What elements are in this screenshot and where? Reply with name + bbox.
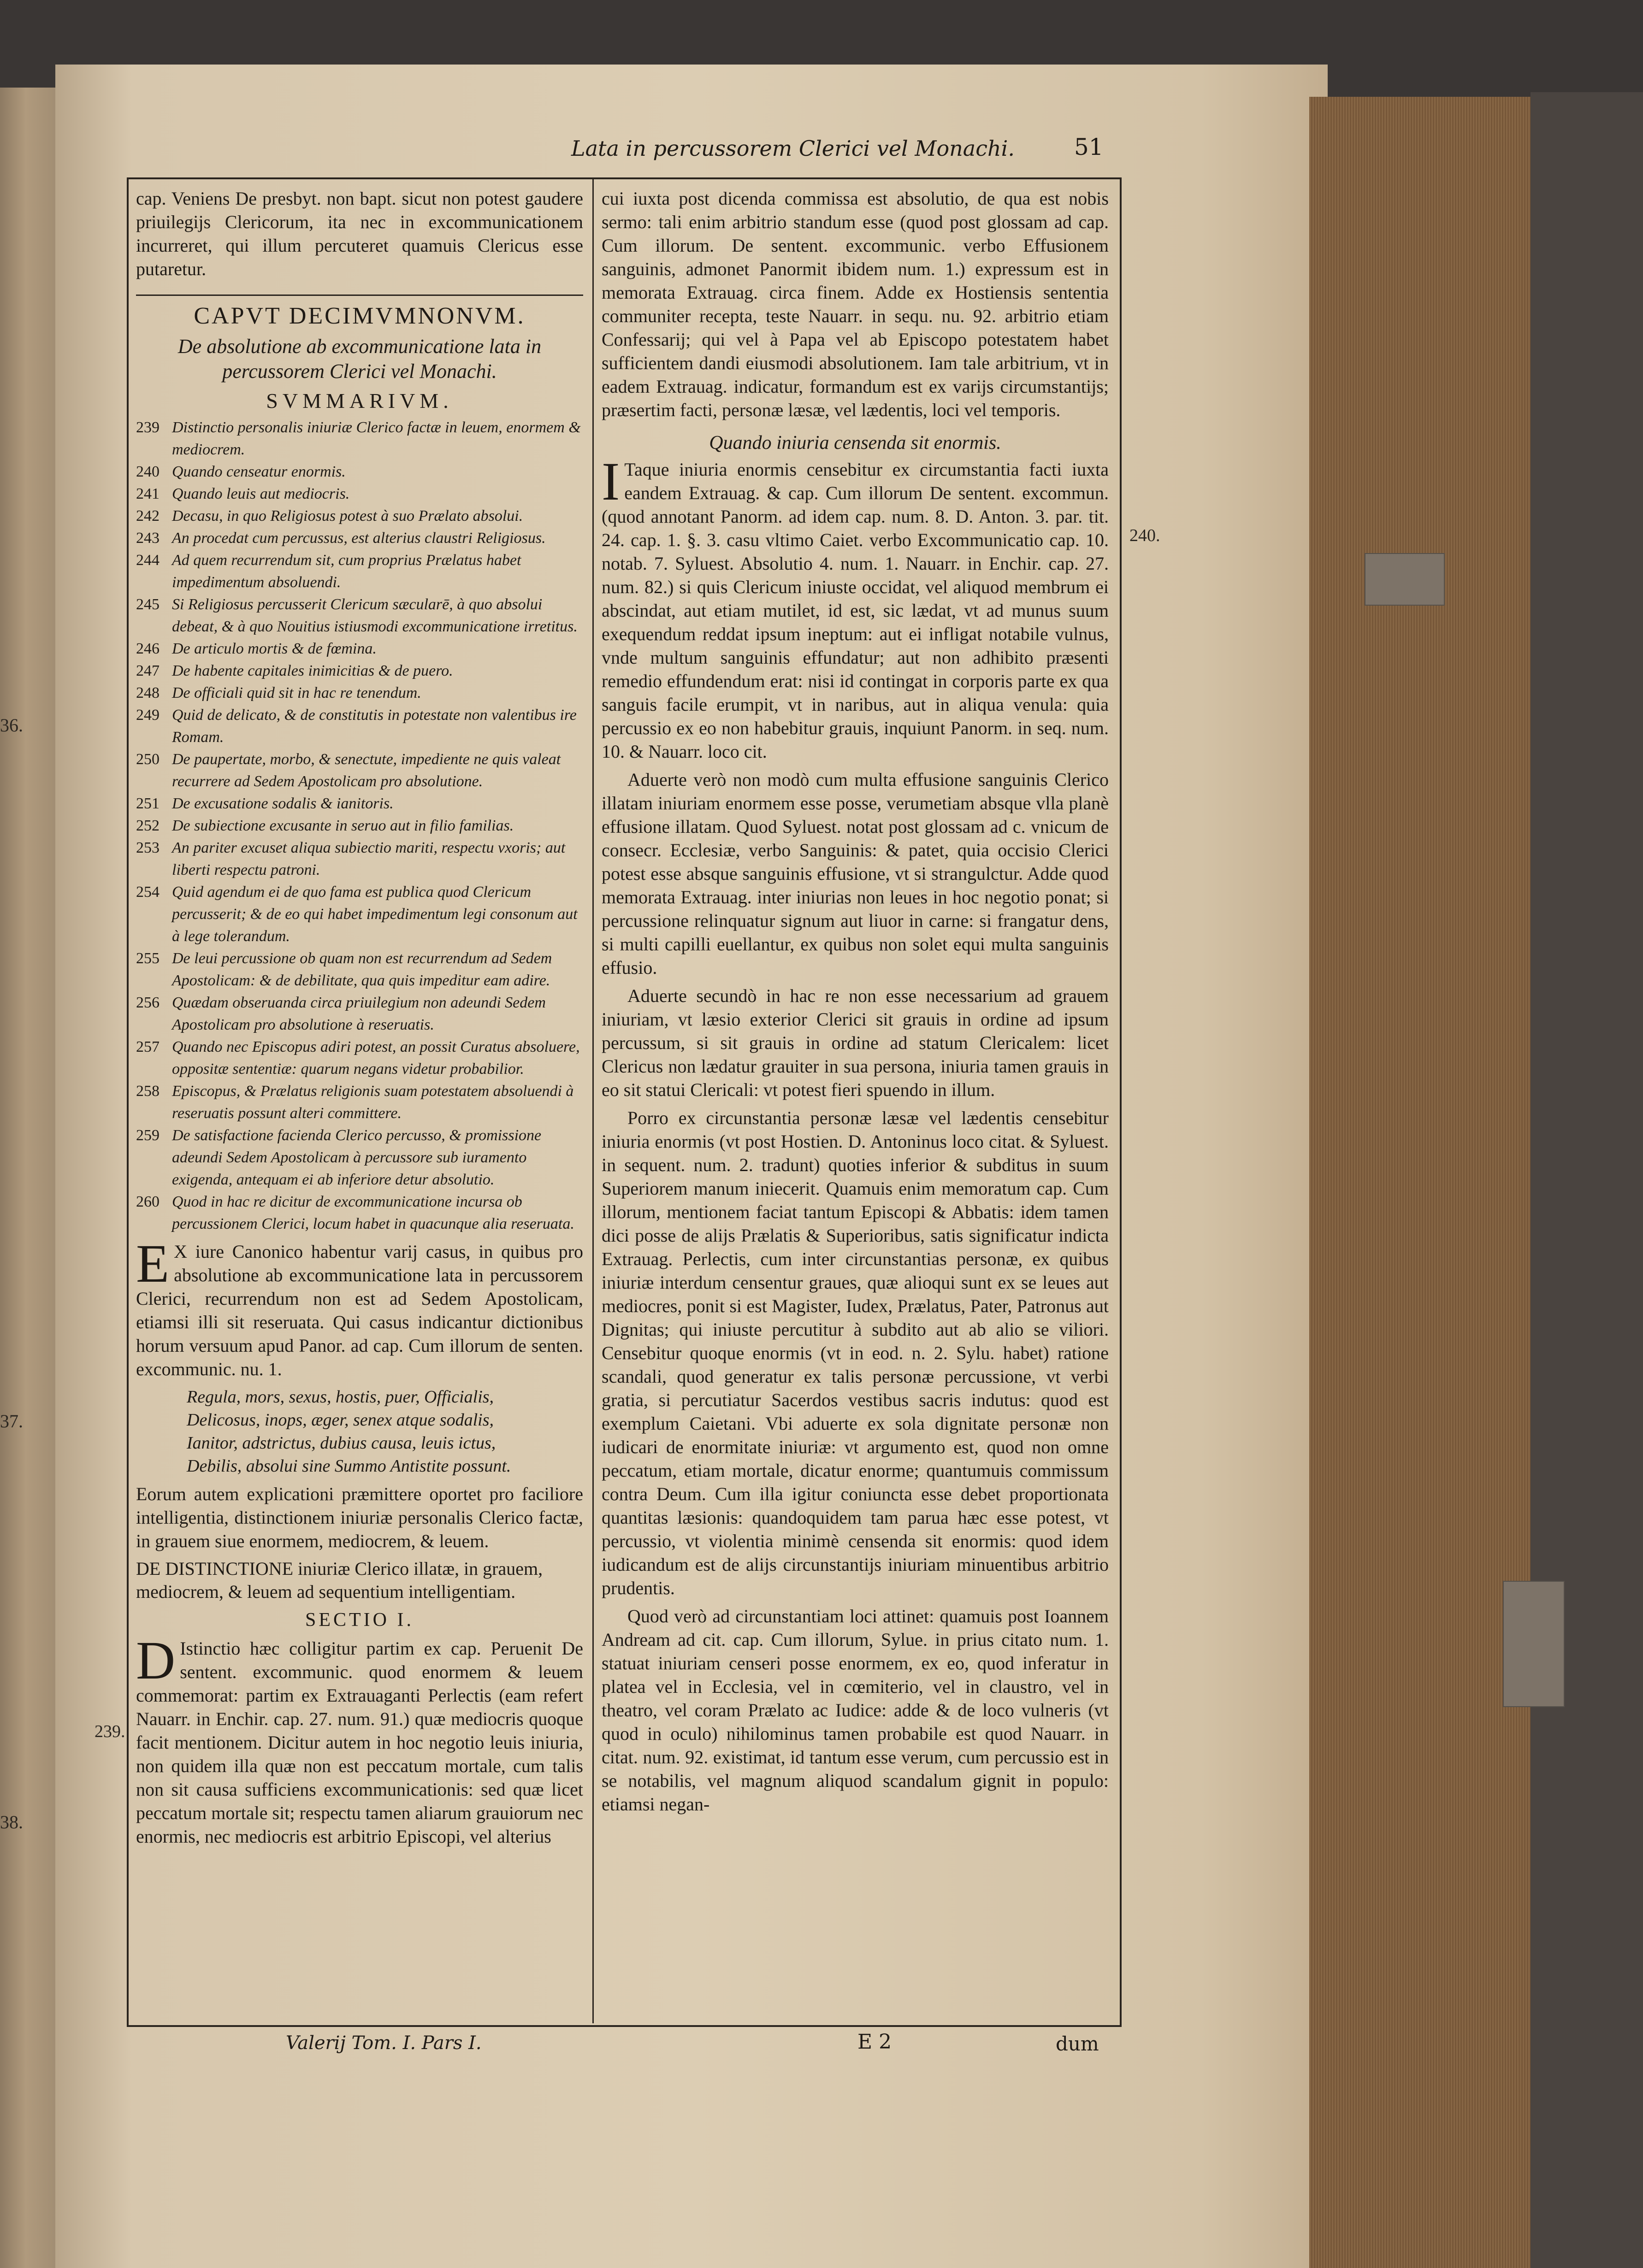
intro-paragraph: cap. Veniens De presbyt. non bapt. sicut non potest gaudere priuilegijs Clericorum, ita nec in excommunicationem incurreret, qui illum percuteret quamuis Clericus esse putaretur. [136,188,583,279]
footer-volume: Valerij Tom. I. Pars I. [286,2032,482,2054]
summarium-number: 258 [136,1083,160,1100]
summarium-item [136,527,583,549]
paragraph: cui iuxta post dicenda commissa est absolutio, de qua est nobis sermo: tali enim arbitrio standum esse (quod post glossam ad cap. Cum illorum. De sentent. excommunic. verbo Effusionem sanguinis, admonet Panormit ibidem num. 1.) expressum est in memorata Extrauag. circa finem. Adde ex Hostiensis sententia communiter recepta, teste Nauarr. in sequ. nu. 92. arbitrio etiam Confessarij; qui vel à Papa vel ab Episcopo potestatem habet sufficientem dandi eiusmodi absolutionem. Iam tale arbitrium, vt in eadem Extrauag. indicatur, formandum est ex varijs circumstantijs; præsertim facti, personæ læsæ, vel lædentis, loci vel temporis. [602,188,1109,420]
page-tab [1365,553,1445,606]
summarium-item [136,837,583,881]
margin-number-240: 240. [1129,526,1160,545]
summarium-item [136,992,583,1036]
summarium-number: 239 [136,419,160,436]
summarium-text: De officiali quid sit in hac re tenendum. [172,684,421,701]
facing-page-margin-number: 38. [0,1812,23,1832]
summarium-item [136,660,583,682]
summarium-text: De articulo mortis & de fœmina. [172,640,377,657]
summarium-number: 252 [136,817,160,834]
summarium-text: Decasu, in quo Religiosus potest à suo Prælato absolui. [172,507,523,524]
summarium-text: Quod in hac re dicitur de excommunicatione incursa ob percussionem Clerici, locum habet in quacunque alia reseruata. [172,1193,574,1232]
summarium-item [136,638,583,660]
facing-page-edge [0,88,65,2268]
summarium-number: 248 [136,684,160,701]
left-column [136,187,583,1853]
summarium-item [136,815,583,837]
drop-cap: I [602,451,620,512]
summarium-text: De satisfactione facienda Clerico percusso, & promissione adeundi Sedem Apostolicam à percussore sub iuramento exigenda, antequam ei ab inferiore detur absolutio. [172,1127,542,1188]
paragraph: Quod verò ad circunstantiam loci attinet: quamuis post Ioannem Andream ad cit. cap. Cum illorum, Sylue. in prius citato num. 1. statuat iniuriam censeri posse enormem, ex eo, quod inferatur in platea vel in Ecclesia, vel in cœmiterio, vel in claustro, vel in theatro, vel coram Prælato ac Iudice: adde & de loco vulneris (vt quod in oculo) nihilominus tamen probabile est quod Nauarr. in citat. num. 92. existimat, id tantum esse verum, cum percussio est in se notabilis, vel magnum aliquod scandalum gignit in populo: etiamsi negan- [602,1606,1109,1814]
summarium-text: An procedat cum percussus, est alterius claustri Religiosus. [172,530,546,547]
summarium-number: 244 [136,552,160,569]
verse-line: Delicosus, inops, æger, senex atque sodalis, [187,1410,494,1430]
summarium-text: De habente capitales inimicitias & de puero. [172,662,453,679]
summarium-item [136,881,583,948]
summarium-number: 257 [136,1038,160,1055]
distinction-heading: DE DISTINCTIONE iniuriæ Clerico illatæ, in grauem, mediocrem, & leuem ad sequentium intelligentiam. [136,1558,543,1602]
drop-cap: E [136,1233,170,1294]
summarium-item [136,461,583,483]
summarium-text: Quædam obseruanda circa priuilegium non adeundi Sedem Apostolicam pro absolutione à reseruatis. [172,994,546,1033]
catchword: dum [1056,2032,1099,2055]
summarium-item [136,549,583,594]
caput-subtitle: De absolutione ab excommunicatione lata in percussorem Clerici vel Monachi. [177,335,542,383]
summarium-number: 247 [136,662,160,679]
summarium-number: 240 [136,463,160,480]
summarium-number: 256 [136,994,160,1011]
signature-mark: E 2 [857,2030,892,2054]
summarium-number: 255 [136,950,160,967]
summarium-text: Distinctio personalis iniuriæ Clerico factæ in leuem, enormem & mediocrem. [172,419,581,458]
paragraph: Aduerte secundò in hac re non esse necessarium ad grauem iniuriam, vt læsio exterior Clerici sit grauis in ordine ad ipsum percussum, si sit grauis in ordine ad statum Clericalem: licet Clericus non lædatur grauiter in sua persona, iniuria tamen grauis in eo sit statui Clericali: vt potest fieri spuendo in illum. [602,985,1109,1100]
paragraph: Aduerte verò non modò cum multa effusione sanguinis Clerico illatam iniuriam enormem esse posse, verumetiam absque vlla planè effusione illatam. Quod Syluest. notat post glossam ad c. vnicum de consecr. Ecclesiæ, verbo Sanguinis: & patet, quia occisio Clerici potest esse absque sanguinis effusione, vt si strangulctur. Adde quod memorata Extrauag. inter iniurias non leues in hoc negotio ponat; si percussione relinquatur signum aut liuor in carne: si frangatur dens, si multi capilli euellantur, ex quibus non solet equi multa sanguinis effusio. [602,769,1109,978]
paragraph: E X iure Canonico habentur varij casus, in quibus pro absolutione ab excommunicatione lata in percussorem Clerici, recurrendum non est ad Sedem Apostolicam, etiamsi illi sit reseruata. Qui casus indicantur dictionibus horum versuum apud Panor. ad cap. Cum illorum de senten. excommunic. nu. 1. [136,1233,583,1379]
facing-page-margin-number: 37. [0,1411,23,1431]
column-rule [592,177,594,2023]
running-head: Lata in percussorem Clerici vel Monachi. [571,136,1015,161]
summarium-number: 241 [136,485,160,502]
verse-line: Ianitor, adstrictus, dubius causa, leuis ictus, [187,1433,496,1453]
summarium-item [136,948,583,992]
book-cover [1531,92,1643,2268]
summarium-number: 242 [136,507,160,524]
summarium-text: Quid agendum ei de quo fama est publica quod Clericum percusserit; & de eo qui habet impedimentum legi consonum aut à lege tolerandum. [172,884,578,945]
margin-number-239: 239. [95,1722,125,1741]
summarium-item [136,417,583,461]
summarium-text: De excusatione sodalis & ianitoris. [172,795,394,812]
summarium-item [136,594,583,638]
summarium-text: Quid de delicato, & de constitutis in potestate non valentibus ire Romam. [172,707,577,746]
summarium-item [136,748,583,793]
summarium-number: 246 [136,640,160,657]
summarium-item [136,1080,583,1125]
summarium-number: 251 [136,795,160,812]
paragraph: Eorum autem explicationi præmittere oportet pro faciliore intelligentia, distinctionem iniuriæ personalis Clerico factæ, in grauem siue enormem, mediocrem, & leuem. [136,1484,583,1551]
summarium-number: 243 [136,530,160,547]
summarium-text: De subiectione excusante in seruo aut in filio familias. [172,817,514,834]
summarium-text: De leui percussione ob quam non est recurrendum ad Sedem Apostolicam: & de debilitate, qua quis impeditur eam adire. [172,950,552,989]
summarium-number: 254 [136,884,160,901]
summarium-text: Quando leuis aut mediocris. [172,485,350,502]
page-tab [1503,1581,1565,1707]
summarium-item [136,483,583,505]
mnemonic-verse [136,1385,583,1478]
summarium-item [136,682,583,704]
summarium-number: 260 [136,1193,160,1210]
summarium-item [136,1036,583,1080]
summarium-text: Quando nec Episcopus adiri potest, an possit Curatus absoluere, oppositæ sententiæ: quarum negans videtur probabilior. [172,1038,580,1078]
page-number: 51 [1074,134,1104,160]
verse-line: Regula, mors, sexus, hostis, puer, Officialis, [187,1387,494,1407]
summarium-title: SVMMARIVM. [266,389,453,412]
drop-cap: D [136,1630,176,1691]
summarium-text: Ad quem recurrendum sit, cum proprius Prælatus habet impedimentum absoluendi. [172,552,521,591]
caput-title: CAPVT DECIMVMNONVM. [136,295,583,330]
paragraph: Porro ex circunstantia personæ læsæ vel lædentis censebitur iniuria enormis (vt post Hostien. D. Antoninus loco citat. & Syluest. in sequent. num. 2. tradunt) quoties inferior & subditus in suum Superiorem manum iniecerit. Quamuis enim memoratum cap. Cum illorum, mentionem faciat tantum Episcopi & Abbatis: idem tamen dici posse de alijs Prælatis & Superioribus, satis significatur indicta Extrauag. Perlectis, cum inter circunstantias personæ, ex quibus iniuriæ interdum censentur graues, quæ alioqui sunt ex se leues aut mediocres, ponit si est Magister, Iudex, Prælatus, Pater, Patronus aut Dignitas; qui iniuste percutitur à subdito aut ab alio se viliori. Censebitur quoque enormis (vt in eod. n. 2. Sylu. habet) ratione scandali, quod generatur ex talis personæ percussione, vt verbi gratia, si percutiatur Sacerdos vestibus sacris indutus: quod est exemplum Caietani. Vbi aduerte ex sola dignitate personæ non iudicari de enormitate iniuriæ: vt argumento est, quod non omne peccatum, etiam mortale, dicatur enorme; quantumuis commissum contra Deum. Cum illa igitur coniuncta esse debet proportionata quantitas læsionis: quandoquidem tam parua hæc esse potest, vt percussio, vt violentia minimè censenda sit enormis: quod idem iudicandum est de alijs circunstantijs iniuriam minuentibus arbitrio prudentis. [602,1107,1109,1598]
summarium-number: 245 [136,596,160,613]
summarium-text: Quando censeatur enormis. [172,463,346,480]
facing-page-margin-number: 36. [0,715,23,736]
summarium-text: An pariter excuset aliqua subiectio mariti, respectu vxoris; aut liberti respectu patroni. [172,839,566,878]
summarium-text: Si Religiosus percusserit Clericum sæcularē, à quo absolui debeat, & à quo Nouitius istiusmodi excommunicatione irretitus. [172,596,578,635]
sectio-heading: SECTIO I. [305,1609,414,1631]
summarium-number: 250 [136,751,160,768]
summarium-item [136,793,583,815]
paragraph: I Taque iniuria enormis censebitur ex circumstantia facti iuxta eandem Extrauag. & cap. Cum illorum De sentent. excommun. (quod annotant Panorm. ad idem cap. num. 8. D. Anton. 3. par. tit. 24. cap. 1. §. 3. casu vltimo Caiet. verbo Excommunicatio cap. 10. notab. 7. Syluest. Absolutio 4. num. 1. Nauarr. in Enchir. cap. 27. num. 82.) si quis Clericum iniuste occidat, vel aliquod membrum ei abscindat, aut etiam mutilet, id est, sic lædat, vt ad munus suum exequendum reddat ipsum ineptum: aut ei infligat notabile vulnus, vnde multum sanguinis effundatur; aut non adhibito præsenti remedio effundendum erat: nisi id contingat in corporis parte ex qua sanguis facile erumpit, vt in naribus, aut in aliqua venula: quia percussio ex eo non habebitur grauis, inquiunt Panorm. in seq. num. 10. & Nauarr. loco cit. [602,451,1109,762]
verse-line: Debilis, absolui sine Summo Antistite possunt. [187,1456,511,1476]
paragraph: D Istinctio hæc colligitur partim ex cap. Peruenit De sentent. excommunic. quod enormem & leuem commemorat: partim ex Extrauaganti Perlectis (eam refert Nauarr. in Enchir. cap. 27. num. 91.) quæ mediocris quoque facit mentionem. Dicitur autem in hoc negotio leuis iniuria, non quidem illa quæ non est peccatum mortale, cum talis non sit causa sufficiens excommunicationis: sed quæ licet peccatum mortale sit; respectu tamen aliarum grauiorum nec enormis, nec mediocris est arbitrio Episcopi, vel alterius [136,1630,583,1847]
summarium-number: 249 [136,707,160,724]
summarium-item [136,505,583,527]
section-subhead: Quando iniuria censenda sit enormis. [709,432,1001,454]
summarium-item [136,704,583,748]
summarium-text: De paupertate, morbo, & senectute, impediente ne quis valeat recurrere ad Sedem Apostolicam pro absolutione. [172,751,561,790]
summarium-number: 253 [136,839,160,856]
summarium-number: 259 [136,1127,160,1144]
summarium-item [136,1191,583,1235]
summarium-item [136,1125,583,1191]
summarium-list [136,417,583,1235]
summarium-text: Episcopus, & Prælatus religionis suam potestatem absoluendi à reseruatis possunt alteri committere. [172,1083,574,1122]
right-column [602,187,1109,1820]
page-block-edges [1309,97,1540,2268]
